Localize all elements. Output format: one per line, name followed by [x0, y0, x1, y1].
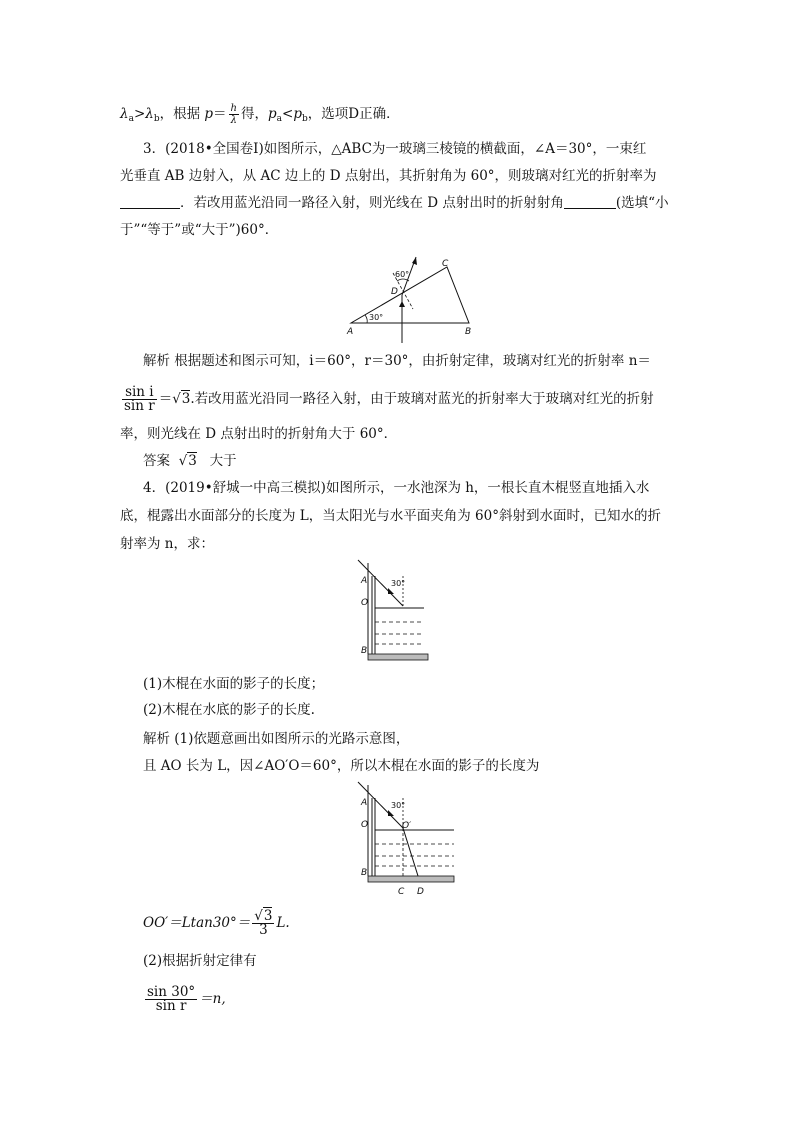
label-A: A [361, 576, 368, 586]
analysis4-line-1: 解析 (1)依题意画出如图所示的光路示意图， [143, 731, 410, 747]
answer3: 答案 √3 大于 [143, 453, 237, 469]
answer-blank-2[interactable] [564, 196, 616, 209]
label-A: A [347, 327, 354, 337]
analysis3-line-2: $\frac{\text{sin i}}{\text{sin r}}$ ＝√3.若改用蓝光沿同一路径入射，由于玻璃对蓝光的折射率大于玻璃对红光的折射 [124, 384, 654, 414]
label-30: 30° [391, 801, 406, 810]
pool-figure-2 [358, 780, 458, 898]
label-B: B [361, 868, 368, 878]
label-C: C [398, 887, 405, 897]
answer-blank-1[interactable] [120, 196, 180, 209]
label-O-prime: O′ [402, 821, 412, 831]
angle-arc-30 [365, 315, 367, 323]
q3-line-4: 于”“等于”或“大于”)60°． [120, 222, 279, 238]
prism-figure [345, 255, 495, 345]
fraction-sin30-over-sin-r: $\frac{\sin 30^\circ}{\text{sin r}}$ [147, 984, 196, 1014]
q4-line-1: 4．(2019•舒城一中高三模拟)如图所示，一水池深为 h，一根长直木棍竖直地插入水 [143, 480, 650, 496]
pool-floor [368, 876, 454, 882]
label-C: C [442, 259, 449, 269]
pool-floor [368, 654, 428, 660]
q3-line-3: ．若改用蓝光沿同一路径入射，则光线在 D 点射出时的折射射角 (选填“小 [120, 194, 669, 212]
label-B: B [465, 327, 472, 337]
label-30: 30° [369, 313, 384, 322]
analysis3-line-1: 解析 根据题述和图示可知，i＝60°，r＝30°，由折射定律，玻璃对红光的折射率 n＝ [143, 353, 651, 369]
label-60: 60° [395, 270, 410, 279]
sun-ray-arrow [388, 810, 394, 816]
sqrt-3: √3 [172, 391, 191, 407]
fraction-h-over-lambda: $\frac{h}{\lambda}$ [230, 103, 237, 126]
pool-figure-1 [358, 558, 438, 664]
q3-line-1: 3．(2018•全国卷Ⅰ)如图所示，△ABC为一玻璃三棱镜的横截面，∠A＝30°，一束红 [143, 141, 647, 157]
label-O: O [361, 820, 369, 830]
label-O: O [361, 598, 369, 608]
q4-line-3: 射率为 n，求： [120, 536, 214, 552]
q4-sub-1: (1)木棍在水面的影子的长度； [143, 676, 325, 692]
sun-ray-arrow [388, 588, 394, 594]
incident-arrow [399, 301, 405, 307]
analysis4-line-3: (2)根据折射定律有 [143, 953, 257, 969]
label-B: B [361, 646, 368, 656]
q4-line-2: 底，棍露出水面部分的长度为 L，当太阳光与水平面夹角为 60°斜射到水面时，已知水的折 [120, 508, 661, 524]
q3-line-2: 光垂直 AB 边射入，从 AC 边上的 D 点射出，其折射角为 60°，则玻璃对红光的折射率为 [120, 168, 657, 184]
analysis4-line-2: 且 AO 长为 L，因∠AO′O＝60°，所以木棍在水面的影子的长度为 [143, 758, 540, 774]
line-lambda-compare: $\lambda_a>\lambda_b$，根据 p＝ $\frac{h}{\lambda}$ 得，$p_a<p_b$，选项D正确． [120, 103, 400, 126]
fraction-sin-i-over-sin-r: $\frac{\text{sin i}}{\text{sin r}}$ [124, 384, 155, 414]
fraction-sqrt3-over-3: $\frac{√3}{3}$ [254, 908, 273, 938]
answer-sqrt-3: √3 [178, 453, 197, 469]
label-D: D [417, 887, 424, 897]
label-30: 30° [391, 579, 406, 588]
q4-sub-2: (2)木棍在水底的影子的长度. [143, 702, 315, 718]
analysis4-eq-2: $\frac{\sin 30^\circ}{\text{sin r}}$ ＝n, [147, 984, 226, 1014]
refracted-ray [403, 828, 418, 876]
label-A: A [361, 798, 368, 808]
analysis4-eq-1: OO′＝Ltan30°＝ $\frac{√3}{3}$ L. [143, 908, 290, 938]
analysis3-line-3: 率，则光线在 D 点射出时的折射角大于 60°． [120, 426, 398, 442]
label-D: D [391, 287, 398, 297]
refracted-arrow [412, 257, 417, 265]
